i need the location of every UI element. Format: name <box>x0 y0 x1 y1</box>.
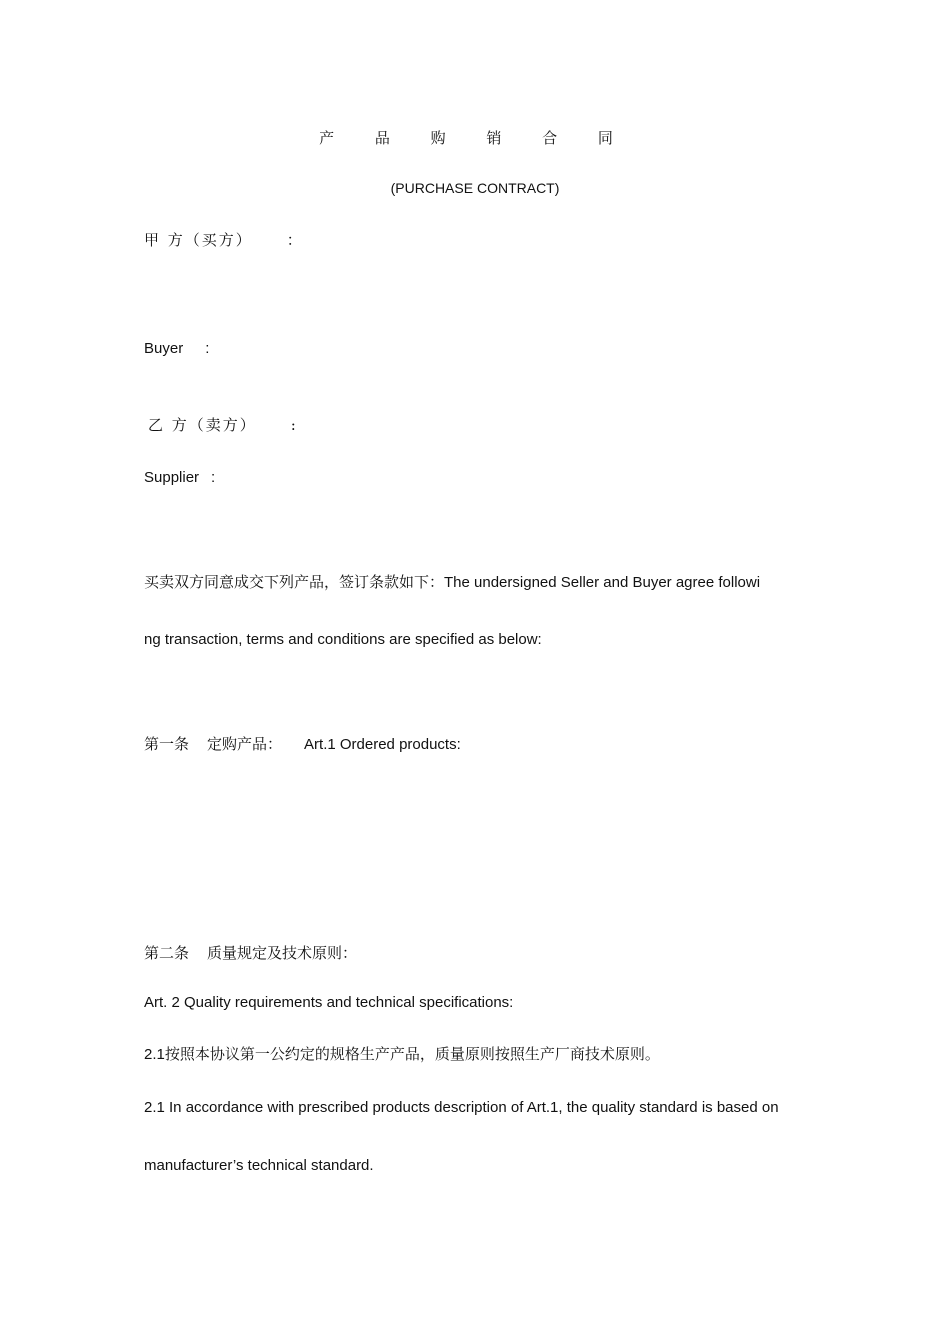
party-a-colon: ： <box>286 231 302 249</box>
intro-line-1 <box>144 572 760 593</box>
clause-2-1-cn-line <box>144 1044 660 1065</box>
party-b-label: 乙 方（卖方） <box>148 416 257 434</box>
art1-cn-num: 第一条 <box>144 735 190 753</box>
art2-heading-cn <box>144 943 357 963</box>
clause-2-1-num: 2.1 <box>144 1046 165 1063</box>
art1-cn-title: 定购产品： <box>207 735 283 753</box>
party-b-colon: : <box>290 416 296 434</box>
art1-en: Art.1 Ordered products: <box>304 736 461 753</box>
intro-en-line1: The undersigned Seller and Buyer agree followi <box>444 574 761 591</box>
party-a-line <box>144 230 302 250</box>
art1-heading <box>144 734 461 755</box>
supplier-line <box>144 468 215 488</box>
supplier-colon: : <box>211 469 216 486</box>
buyer-line <box>144 339 209 359</box>
clause-2-1-en-line-1: 2.1 In accordance with prescribed products description of Art.1, the quality standard is based on <box>144 1099 779 1116</box>
intro-line-2: ng transaction, terms and conditions are specified as below: <box>144 631 542 648</box>
party-a-label: 甲 方（买方） <box>144 231 253 249</box>
document-title: 产 品 购 销 合 同 <box>319 129 631 147</box>
clause-2-1-en-line-2: manufacturer’s technical standard. <box>144 1157 374 1174</box>
art2-cn-num: 第二条 <box>144 944 190 962</box>
art2-heading-en: Art. 2 Quality requirements and technical specifications: <box>144 994 514 1011</box>
clause-2-1-cn: 按照本协议第一公约定的规格生产产品，质量原则按照生产厂商技术原则。 <box>164 1045 660 1063</box>
buyer-colon: : <box>205 340 210 357</box>
document-subtitle: (PURCHASE CONTRACT) <box>390 180 560 196</box>
party-b-line <box>148 415 296 435</box>
buyer-label: Buyer <box>144 340 184 357</box>
art2-cn-title: 质量规定及技术原则： <box>207 944 358 962</box>
intro-cn: 买卖双方同意成交下列产品，签订条款如下： <box>144 573 445 591</box>
supplier-label: Supplier <box>144 469 200 486</box>
